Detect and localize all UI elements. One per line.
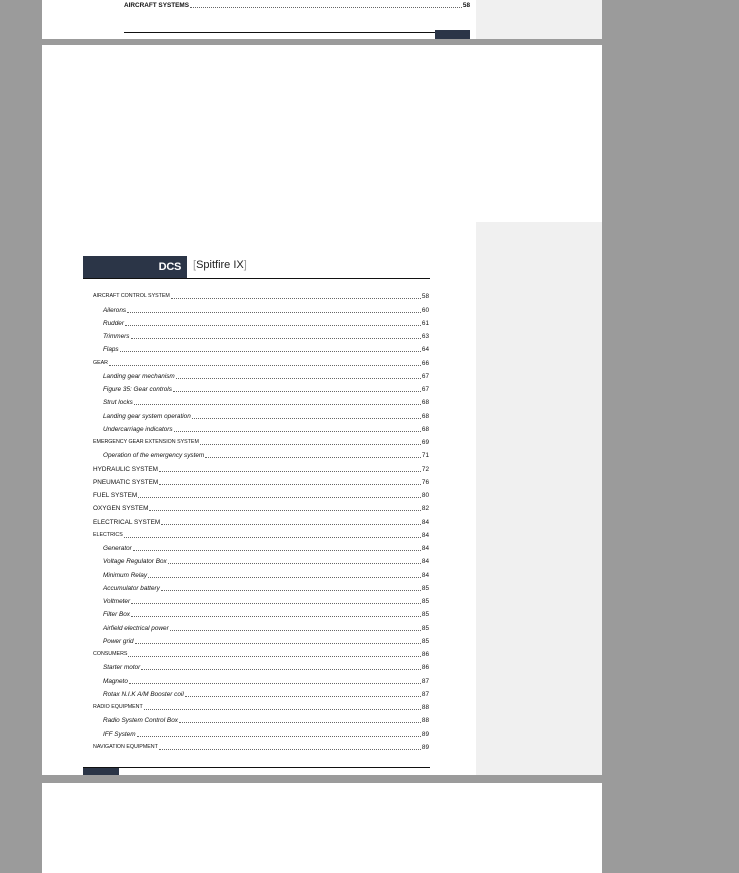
toc-entry-page: 85 bbox=[421, 637, 429, 645]
toc-leader bbox=[161, 590, 421, 591]
toc-entry[interactable] bbox=[93, 565, 429, 578]
toc-entry[interactable] bbox=[124, 2, 470, 9]
toc-leader bbox=[135, 643, 421, 644]
toc-entry-title: Voltmeter bbox=[103, 598, 131, 605]
toc-leader bbox=[131, 338, 421, 339]
toc-entry-title: GEAR bbox=[93, 359, 109, 366]
toc-entry[interactable] bbox=[93, 367, 429, 380]
toc-entry[interactable] bbox=[93, 287, 429, 300]
toc-entry-page: 88 bbox=[421, 704, 429, 711]
toc-entry[interactable] bbox=[93, 446, 429, 459]
toc-leader bbox=[159, 749, 421, 750]
toc-entry-page: 80 bbox=[421, 492, 429, 499]
toc-entry[interactable] bbox=[93, 698, 429, 711]
toc-leader bbox=[127, 312, 421, 313]
toc-leader bbox=[120, 351, 421, 352]
toc-leader bbox=[185, 696, 421, 697]
toc-entry[interactable] bbox=[93, 327, 429, 340]
toc-entry[interactable] bbox=[93, 340, 429, 353]
toc-leader bbox=[159, 484, 421, 485]
toc-entry-title: Rotax N.I.K A/M Booster coil bbox=[103, 690, 184, 698]
toc-entry[interactable] bbox=[93, 512, 429, 525]
toc-leader bbox=[141, 669, 421, 670]
current-page bbox=[42, 45, 602, 775]
toc-leader bbox=[129, 683, 421, 684]
toc-entry-page: 84 bbox=[421, 518, 429, 526]
footer-rule bbox=[83, 767, 430, 768]
toc-entry-page: 84 bbox=[421, 571, 429, 579]
toc-leader bbox=[128, 656, 420, 657]
toc-leader bbox=[190, 7, 462, 8]
toc-entry-page: 63 bbox=[421, 333, 429, 340]
toc-entry-title: RADIO EQUIPMENT bbox=[93, 704, 143, 710]
toc-entry-page: 85 bbox=[421, 584, 429, 592]
toc-entry[interactable] bbox=[93, 473, 429, 486]
toc-entry-page: 86 bbox=[421, 651, 429, 658]
toc-entry[interactable] bbox=[93, 380, 429, 393]
toc-entry-page: 86 bbox=[421, 664, 429, 672]
toc-leader bbox=[176, 378, 421, 379]
previous-page bbox=[42, 0, 602, 39]
toc-entry-page: 84 bbox=[421, 531, 429, 539]
toc-leader bbox=[144, 709, 421, 710]
toc-entry-title: FUEL SYSTEM bbox=[93, 492, 138, 499]
toc-entry-page: 71 bbox=[421, 452, 429, 460]
toc-entry-title: Figure 35: Gear controls bbox=[103, 386, 172, 393]
toc-entry-page: 60 bbox=[421, 306, 429, 314]
toc-entry-page: 87 bbox=[421, 690, 429, 698]
toc-entry-title: Minimum Relay bbox=[103, 571, 148, 579]
toc-entry-title: AIRCRAFT CONTROL SYSTEM bbox=[93, 293, 170, 300]
toc-entry-title: HYDRAULIC SYSTEM bbox=[93, 465, 158, 473]
title-text: Spitfire IX bbox=[196, 259, 244, 271]
toc-entry-title: Undercarriage indicators bbox=[103, 425, 173, 433]
toc-entry-title: Voltage Regulator Box bbox=[103, 558, 167, 566]
toc-leader bbox=[148, 577, 421, 578]
footer-tab bbox=[435, 30, 470, 39]
toc-leader bbox=[131, 616, 421, 617]
toc-leader bbox=[133, 550, 421, 551]
toc-leader bbox=[170, 630, 421, 631]
toc-entry-title: PNEUMATIC SYSTEM bbox=[93, 478, 159, 486]
toc-entry-title: OXYGEN SYSTEM bbox=[93, 505, 149, 513]
toc-entry-page: 89 bbox=[421, 743, 429, 751]
toc-entry[interactable] bbox=[93, 605, 429, 618]
toc-entry[interactable] bbox=[93, 459, 429, 472]
toc-entry-title: Power grid bbox=[103, 637, 134, 645]
toc-entry-title: Accumulator battery bbox=[103, 584, 160, 592]
toc-entry[interactable] bbox=[93, 433, 429, 446]
toc-entry-title: Filter Box bbox=[103, 611, 130, 619]
toc-entry-page: 89 bbox=[421, 730, 429, 738]
toc-entry[interactable] bbox=[93, 406, 429, 419]
toc-entry[interactable] bbox=[93, 420, 429, 433]
toc-leader bbox=[205, 457, 421, 458]
header-logo-bar bbox=[83, 256, 187, 278]
toc-leader bbox=[137, 736, 421, 737]
toc-entry[interactable] bbox=[93, 300, 429, 313]
toc-entry[interactable] bbox=[93, 738, 429, 751]
toc-leader bbox=[192, 418, 421, 419]
table-of-contents bbox=[93, 287, 429, 751]
toc-entry-page: 61 bbox=[421, 319, 429, 327]
toc-entry-page: 87 bbox=[421, 677, 429, 685]
toc-entry[interactable] bbox=[93, 632, 429, 645]
toc-leader bbox=[134, 404, 421, 405]
page-margin-shade bbox=[476, 0, 602, 39]
toc-entry-page: 68 bbox=[421, 425, 429, 433]
toc-leader bbox=[125, 325, 421, 326]
toc-entry[interactable] bbox=[93, 499, 429, 512]
toc-entry-title: IFF System bbox=[103, 730, 136, 738]
toc-entry[interactable] bbox=[93, 645, 429, 658]
toc-entry-title: EMERGENCY GEAR EXTENSION SYSTEM bbox=[93, 439, 199, 445]
toc-entry-page: 88 bbox=[421, 717, 429, 725]
toc-entry[interactable] bbox=[93, 711, 429, 724]
toc-entry-title: ELECTRICAL SYSTEM bbox=[93, 518, 161, 526]
toc-leader bbox=[109, 365, 421, 366]
toc-entry-page: 76 bbox=[421, 478, 429, 486]
toc-entry[interactable] bbox=[93, 539, 429, 552]
page-margin-shade bbox=[476, 222, 602, 775]
toc-leader bbox=[138, 497, 421, 498]
toc-entry[interactable] bbox=[93, 393, 429, 406]
toc-entry[interactable] bbox=[93, 724, 429, 737]
toc-entry[interactable] bbox=[93, 658, 429, 671]
toc-entry-title: Trimmers bbox=[103, 333, 130, 340]
toc-entry-title: Radio System Control Box bbox=[103, 717, 178, 725]
toc-entry-page: 85 bbox=[421, 624, 429, 632]
toc-leader bbox=[179, 722, 421, 723]
toc-leader bbox=[149, 510, 420, 511]
toc-leader bbox=[173, 391, 421, 392]
title-bracket-close: ] bbox=[243, 259, 247, 271]
toc-entry-title: Landing gear mechanism bbox=[103, 372, 175, 380]
toc-leader bbox=[124, 537, 421, 538]
toc-entry-page: 58 bbox=[462, 2, 470, 9]
toc-entry-page: 68 bbox=[421, 399, 429, 407]
toc-entry-page: 84 bbox=[421, 545, 429, 552]
toc-entry-title: NAVIGATION EQUIPMENT bbox=[93, 743, 158, 750]
toc-entry-title: Rudder bbox=[103, 319, 124, 327]
toc-entry-title: Airfield electrical power bbox=[103, 624, 169, 632]
toc-entry-title: Magneto bbox=[103, 677, 128, 685]
next-page bbox=[42, 783, 602, 873]
toc-leader bbox=[159, 471, 421, 472]
toc-entry-page: 67 bbox=[421, 386, 429, 393]
toc-entry-title: Starter motor bbox=[103, 664, 141, 672]
toc-entry[interactable] bbox=[93, 526, 429, 539]
toc-entry-title: Flaps bbox=[103, 346, 119, 354]
toc-entry-title: AIRCRAFT SYSTEMS bbox=[124, 2, 189, 9]
toc-entry-title: Landing gear system operation bbox=[103, 412, 191, 420]
toc-entry-page: 67 bbox=[421, 372, 429, 380]
toc-entry-title: CONSUMERS bbox=[93, 651, 128, 657]
toc-entry[interactable] bbox=[93, 592, 429, 605]
toc-entry-page: 82 bbox=[421, 505, 429, 513]
toc-entry-page: 66 bbox=[421, 359, 429, 367]
toc-entry[interactable] bbox=[93, 486, 429, 499]
toc-entry-page: 64 bbox=[421, 346, 429, 354]
toc-entry[interactable] bbox=[93, 685, 429, 698]
toc-entry[interactable] bbox=[93, 671, 429, 684]
title-bracket-open: [ bbox=[193, 259, 197, 271]
toc-entry-page: 58 bbox=[421, 293, 429, 301]
toc-entry-page: 68 bbox=[421, 412, 429, 420]
toc-entry-page: 84 bbox=[421, 558, 429, 566]
toc-entry[interactable] bbox=[93, 618, 429, 631]
dcs-logo: DCS bbox=[158, 261, 181, 273]
toc-entry-page: 85 bbox=[421, 598, 429, 605]
header-rule bbox=[83, 278, 430, 279]
toc-entry-page: 69 bbox=[421, 439, 429, 446]
document-title bbox=[193, 259, 247, 271]
footer-tab bbox=[83, 768, 119, 775]
toc-entry[interactable] bbox=[93, 552, 429, 565]
toc-entry[interactable] bbox=[93, 314, 429, 327]
toc-entry[interactable] bbox=[93, 353, 429, 366]
toc-leader bbox=[174, 431, 421, 432]
toc-entry-title: Strut locks bbox=[103, 399, 133, 407]
toc-entry-title: Operation of the emergency system bbox=[103, 452, 205, 460]
toc-entry-title: Generator bbox=[103, 545, 132, 552]
toc-leader bbox=[131, 603, 421, 604]
toc-leader bbox=[168, 563, 421, 564]
toc-entry-title: Ailerons bbox=[103, 306, 127, 314]
toc-entry-title: ELECTRICS bbox=[93, 531, 123, 538]
footer-rule bbox=[124, 32, 470, 33]
toc-entry-page: 85 bbox=[421, 611, 429, 619]
toc-entry[interactable] bbox=[93, 579, 429, 592]
toc-entry-page: 72 bbox=[421, 465, 429, 473]
toc-leader bbox=[161, 524, 421, 525]
toc-leader bbox=[200, 444, 421, 445]
toc-leader bbox=[171, 298, 421, 299]
